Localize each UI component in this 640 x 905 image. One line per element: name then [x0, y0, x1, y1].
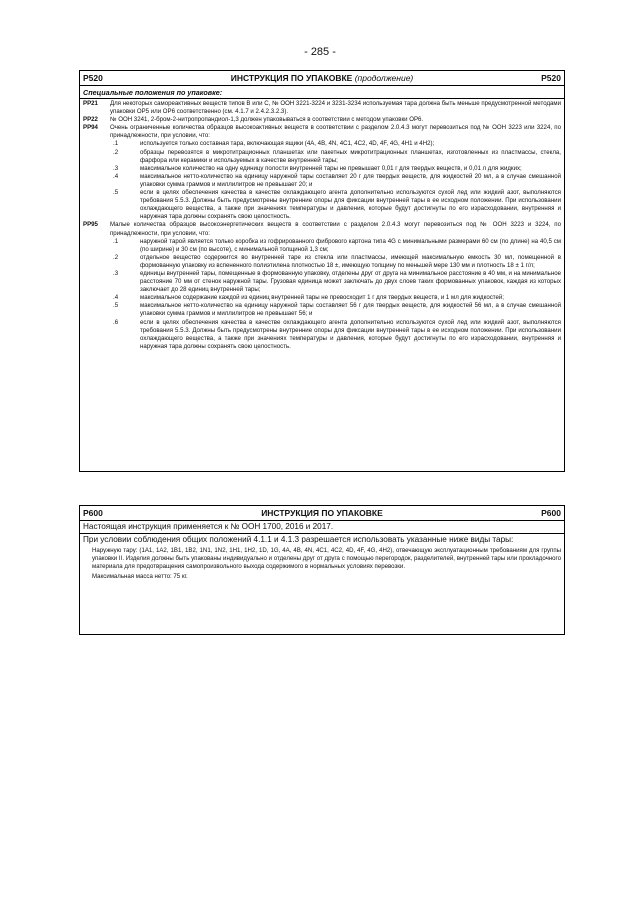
p600-title: ИНСТРУКЦИЯ ПО УПАКОВКЕ: [261, 508, 383, 518]
provision-pp22: [83, 116, 561, 124]
item-text: наружной тарой является только коробка из гофрированного фибрового картона типа 4G с минимальными размерами 60 см (по длине) на 40,5 см (по ширине) и 30 см (по высоте), с минимальной толщиной 1,3 см;: [140, 237, 561, 253]
item-number: .2: [113, 148, 119, 156]
list-item: [110, 165, 561, 173]
p600-header: [80, 506, 564, 521]
provision-code: PP95: [83, 221, 98, 229]
provision-text: Для некоторых самореактивных веществ типов B или C, № ООН 3221-3224 и 3231-3234 используемая тара должна быть меньше предусмотренной методами упаковки OP5 или OP6 соответственно (см. 4.1.7 и 2.4.2.3.2.3).: [110, 100, 561, 116]
item-number: .1: [113, 237, 119, 245]
provision-pp94: [83, 124, 561, 221]
list-item: [110, 149, 561, 165]
item-text: если в целях обеспечения качества в качестве охлаждающего агента дополнительно используются сухой лед или жидкий азот, выполняются требования 5.5.3. Должны быть предусмотрены внутренние опоры для фиксации внутренней тары в ее исходном положении. При использовании охлаждающего вещества, а также при значениях температуры и давления, которые будут достигнуты по его израсходовании, внутренняя и наружная тара должны сохранять свою целостность.: [140, 189, 561, 221]
item-text: если в целях обеспечения качества в качестве охлаждающего агента дополнительно используются сухой лед или жидкий азот, выполняются требования 5.5.3. Должны быть предусмотрены внутренние опоры для фиксации внутренней тары в ее исходном положении. При использовании охлаждающего вещества, а также при значениях температуры и давления, которые будут достигнуты по его израсходовании, внутренняя и наружная тара должны сохранять свою целостность.: [140, 318, 561, 350]
p600-code-right: P600: [541, 508, 561, 518]
item-number: .4: [113, 294, 119, 302]
item-number: .1: [113, 140, 119, 148]
list-item: [110, 302, 561, 318]
provision-text: № ООН 3241, 2-бром-2-нитропропандиол-1,3 должен упаковываться в соответствии с методом упаковки OP6.: [110, 116, 424, 124]
p600-outer-packaging: Наружную тару: (1A1, 1A2, 1B1, 1B2, 1N1, 1N2, 1H1, 1H2, 1D, 1G, 4A, 4B, 4N, 4C1, 4C2, 4D, 4F, 4G, 4H2), отвечающую эксплуатационным требованиям для группы упаковки II. Изделия должны быть упакованы индивидуально и отделены друг от друга с помощью перегородок, разделителей, внутренней тары или прокладочного материала для предотвращения самопроизвольного выхода содержимого в нормальных условиях перевозки.: [92, 547, 561, 571]
provision-body: [110, 124, 561, 221]
p520-title-wrap: [103, 73, 541, 83]
item-number: .5: [113, 302, 119, 310]
item-text: максимальное количество на одну единицу полости внутренней тары не превышает 0,01 г для твердых веществ, и 0,01 л для жидких;: [140, 164, 522, 172]
list-item: [110, 270, 561, 294]
provision-code: PP21: [83, 100, 98, 107]
p520-body: [80, 99, 564, 352]
item-text: отдельное вещество содержится во внутренней таре из стекла или пластмассы, имеющей максимальную емкость 30 мл, помещенной в формованную упаковку из вспененного полиэтилена плотностью 18 ±, имеющую толщину по меньшей мере 130 мм и плотность 18 ± 1 г/л;: [140, 253, 561, 269]
p600-code-left: P600: [83, 508, 103, 518]
provision-text: Малые количества образцов высокоэнергетических веществ в соответствии с разделом 2.0.4.3 могут перевозиться под № ООН 3223 и 3224, по принадлежности, при условии, что:: [110, 221, 561, 237]
provision-pp21: [83, 100, 561, 116]
p600-conditions: При условии соблюдения общих положений 4.1.1 и 4.1.3 разрешается использовать указанные ниже виды тары:: [83, 535, 514, 544]
p520-header: [80, 71, 564, 86]
provision-text: Очень ограниченные количества образцов высокоактивных веществ в соответствии с разделом 2.0.4.3 могут перевозиться под № ООН 3223 или 3224, по принадлежности, при условии, что:: [110, 124, 561, 140]
list-item: [110, 294, 561, 302]
list-item: [110, 319, 561, 351]
p520-title-suffix: (продолжение): [354, 73, 414, 83]
item-number: .4: [113, 172, 119, 180]
item-text: максимальное нетто-количество на единицу наружной тары составляет 20 г для твердых веществ, для жидкостей 20 мл, а в случае смешанной упаковки сумма граммов и миллилитров не превышает 20; и: [140, 172, 561, 188]
page-number: - 285 -: [304, 46, 336, 58]
item-number: .2: [113, 253, 119, 261]
provision-pp95: [83, 221, 561, 351]
provision-code: PP94: [83, 124, 98, 132]
list-item: [110, 173, 561, 189]
item-text: образцы перевозятся в микротитрационных планшетах или пакетных микротитрационных планшетах, изготовленных из пластмассы, стекла, фарфора или керамики и используемых в качестве внутренней тары;: [140, 148, 561, 164]
item-number: .3: [113, 269, 119, 277]
p520-instruction-box: [79, 70, 565, 472]
special-provisions-heading: Специальные положения по упаковке:: [80, 86, 564, 99]
p520-title: ИНСТРУКЦИЯ ПО УПАКОВКЕ: [230, 73, 353, 83]
item-text: используется только составная тара, включающая ящики (4A, 4B, 4N, 4C1, 4C2, 4D, 4F, 4G, 4H1 и 4H2);: [140, 140, 435, 148]
item-number: .3: [113, 164, 119, 172]
list-item: [110, 189, 561, 221]
item-text: максимальное нетто-количество на единицу наружной тары составляет 56 г для твердых веществ, для жидкостей 56 мл, а в случае смешанной упаковки сумма граммов и миллилитров не превышает 56; и: [140, 302, 561, 318]
provision-body: [110, 221, 561, 351]
p600-applies: Настоящая инструкция применяется к № ООН 1700, 2016 и 2017.: [80, 521, 564, 534]
list-item: [110, 238, 561, 254]
item-number: .6: [113, 318, 119, 326]
item-text: максимальное содержание каждой из единиц внутренней тары не превосходит 1 г для твердых веществ, и 1 мл для жидкостей;: [140, 294, 504, 302]
list-item: [110, 140, 561, 148]
p600-max-mass: Максимальная масса нетто: 75 кг.: [92, 573, 188, 581]
list-item: [110, 254, 561, 270]
p520-code-left: P520: [83, 73, 103, 83]
provision-code: PP22: [83, 116, 98, 124]
p520-code-right: P520: [541, 73, 561, 83]
p600-instruction-box: [79, 505, 565, 635]
item-number: .5: [113, 189, 119, 197]
item-text: единицы внутренней тары, помещенные в формованную упаковку, отделены друг от друга на минимальное расстояние в 40 мм, и на минимальное расстояние 70 мм от стенок наружной тары. Грузовая единица может заключать до двух слоев таких формованных упаковок, каждая из которых заключает до 28 единиц внутренней тары;: [140, 269, 561, 294]
